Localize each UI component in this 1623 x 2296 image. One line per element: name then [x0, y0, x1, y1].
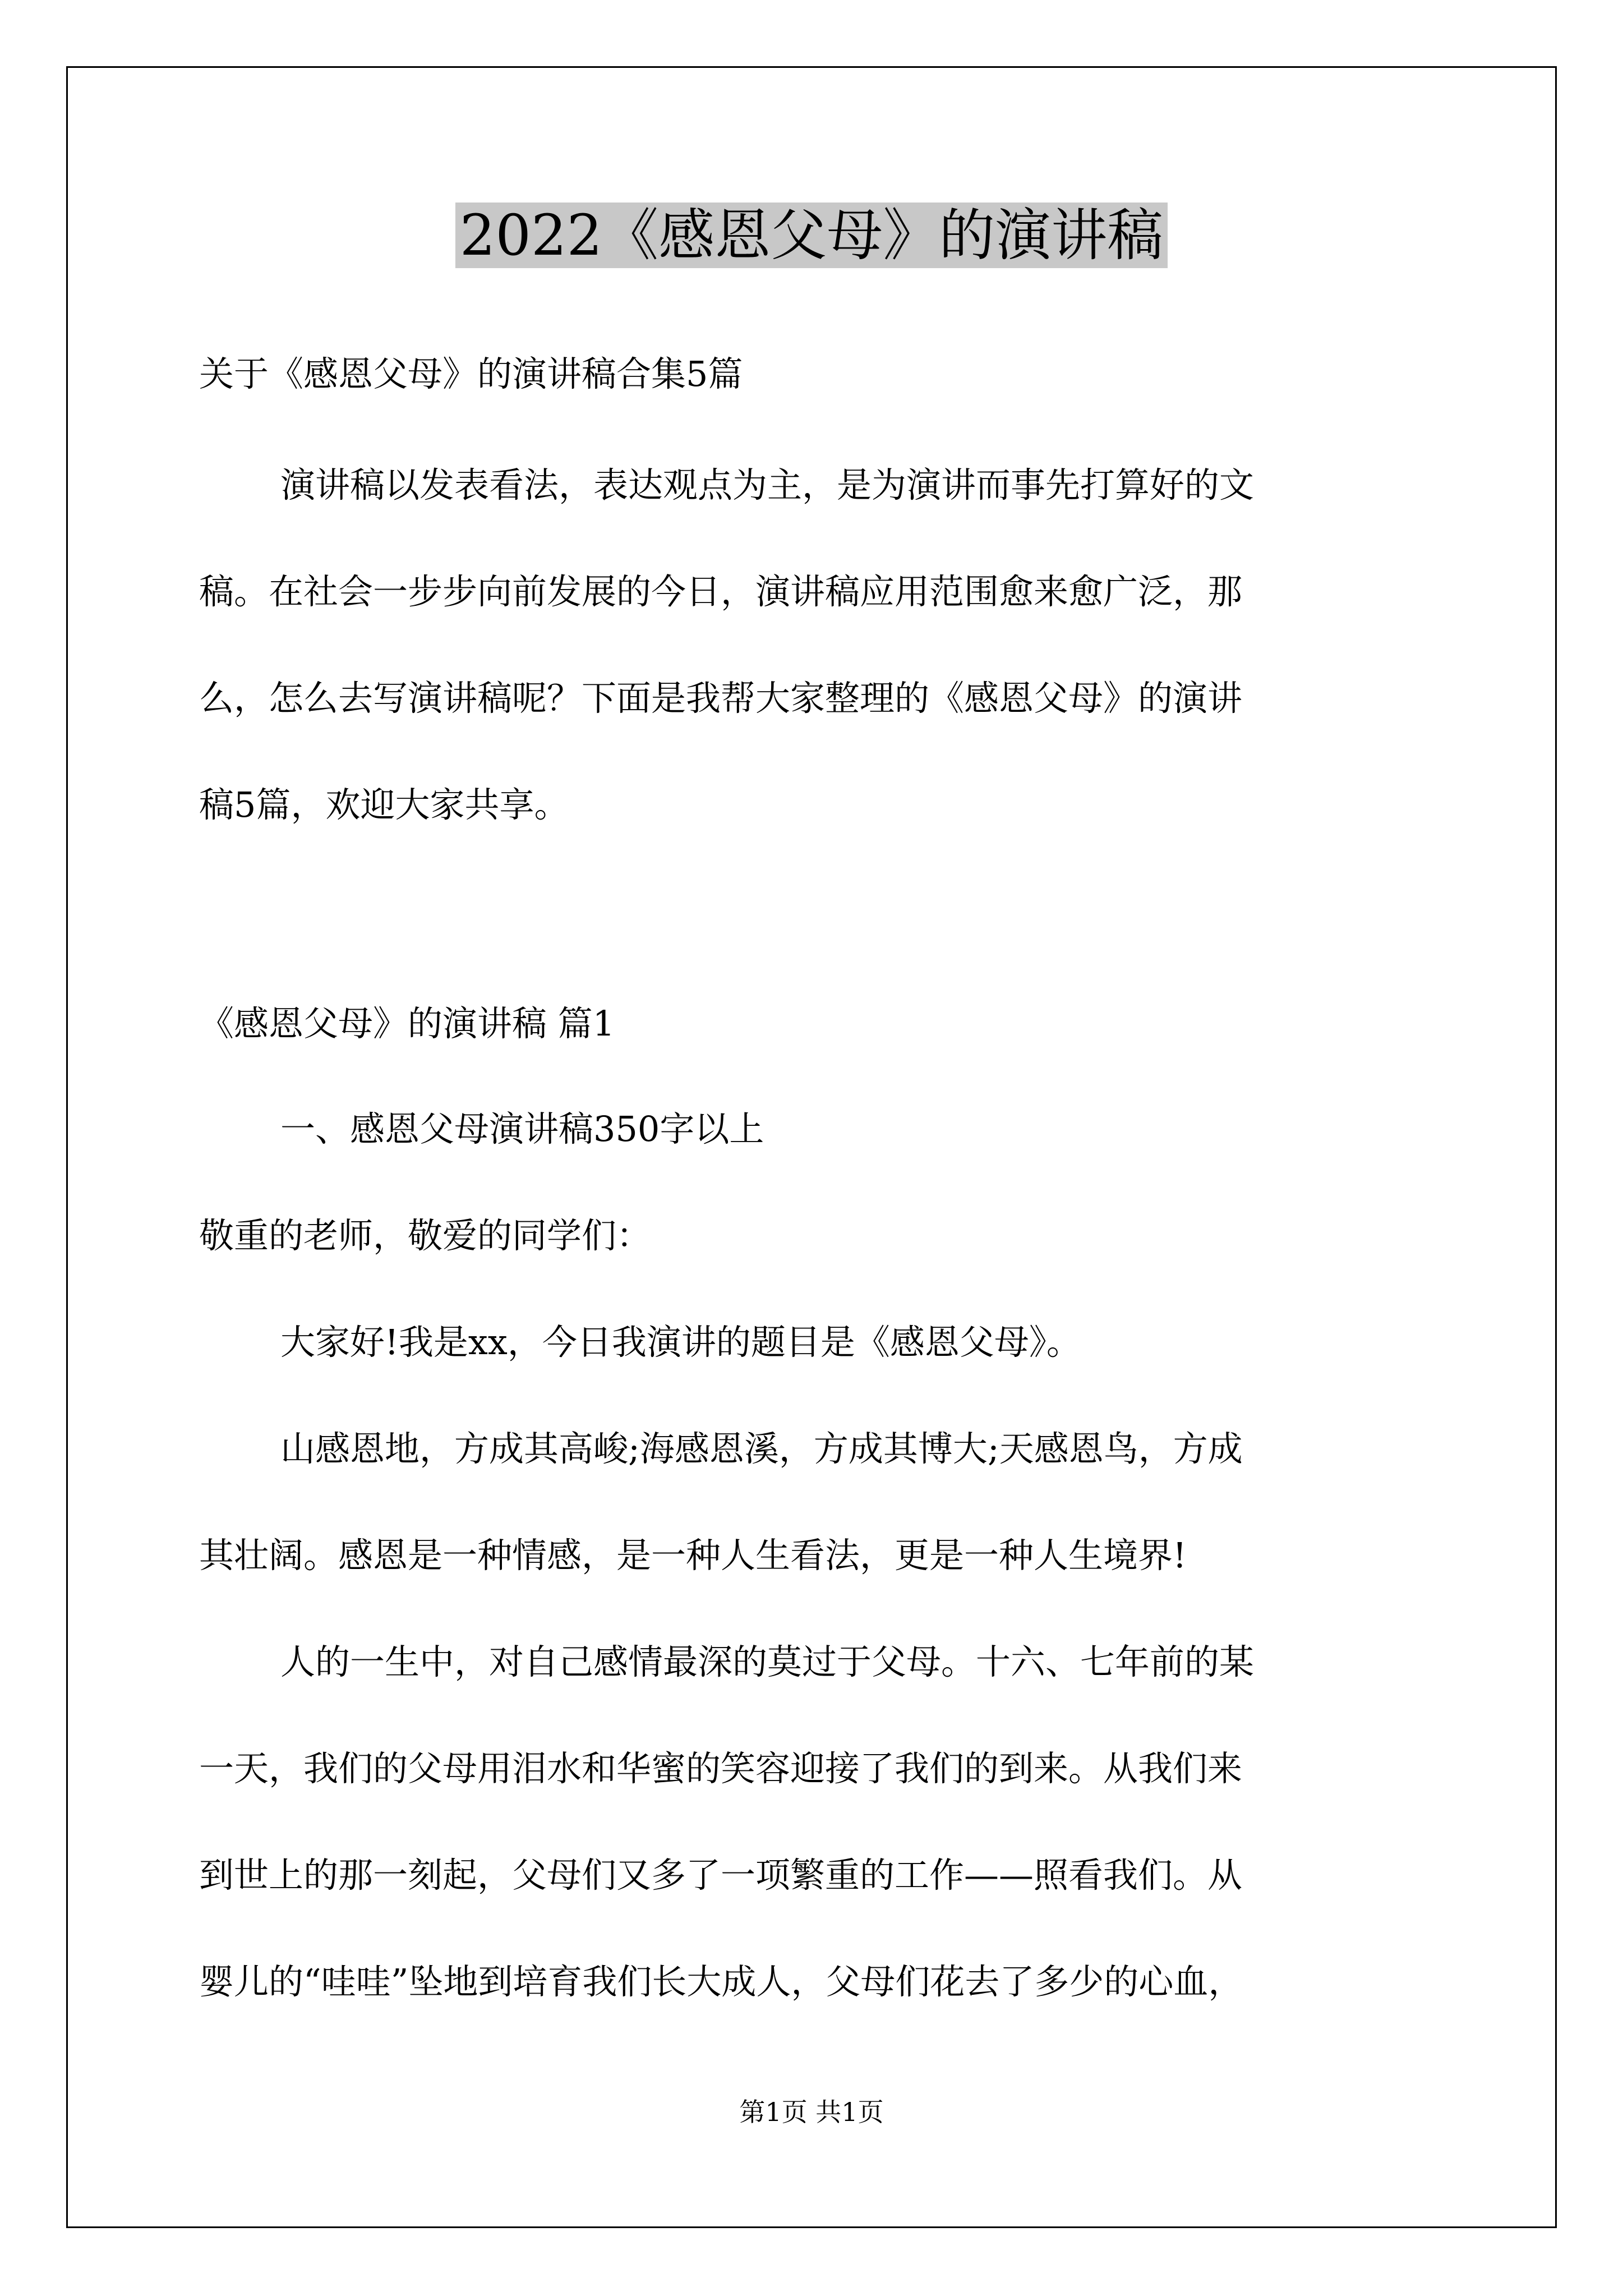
title-text: 2022《感恩父母》的演讲稿 — [455, 203, 1168, 268]
page-footer: 第1页 共1页 — [739, 2097, 884, 2127]
section-heading: 《感恩父母》的演讲稿 篇1 — [199, 1003, 615, 1044]
intro-line: 稿5篇，欢迎大家共享。 — [199, 784, 569, 825]
sub-heading: 一、感恩父母演讲稿350字以上 — [280, 1108, 764, 1149]
intro-line: 演讲稿以发表看法，表达观点为主，是为演讲而事先打算好的文 — [280, 464, 1255, 505]
paragraph-line: 一天，我们的父母用泪水和华蜜的笑容迎接了我们的到来。从我们来 — [199, 1748, 1243, 1789]
intro-line: 么，怎么去写演讲稿呢？下面是我帮大家整理的《感恩父母》的演讲 — [199, 678, 1243, 719]
paragraph-line: 其壮阔。感恩是一种情感，是一种人生看法，更是一种人生境界! — [199, 1535, 1187, 1576]
paragraph-line: 到世上的那一刻起，父母们又多了一项繁重的工作——照看我们。从 — [199, 1855, 1243, 1895]
paragraph-line: 山感恩地，方成其高峻;海感恩溪，方成其博大;天感恩鸟，方成 — [280, 1428, 1243, 1469]
greeting: 大家好!我是xx，今日我演讲的题目是《感恩父母》。 — [280, 1322, 1081, 1363]
subtitle: 关于《感恩父母》的演讲稿合集5篇 — [199, 353, 743, 394]
intro-line: 稿。在社会一步步向前发展的今日，演讲稿应用范围愈来愈广泛，那 — [199, 571, 1243, 612]
document-title — [0, 194, 1623, 278]
salutation: 敬重的老师，敬爱的同学们： — [199, 1215, 652, 1256]
paragraph-line: 婴儿的“哇哇”坠地到培育我们长大成人，父母们花去了多少的心血， — [199, 1961, 1243, 2002]
paragraph-line: 人的一生中，对自己感情最深的莫过于父母。十六、七年前的某 — [280, 1641, 1255, 1682]
